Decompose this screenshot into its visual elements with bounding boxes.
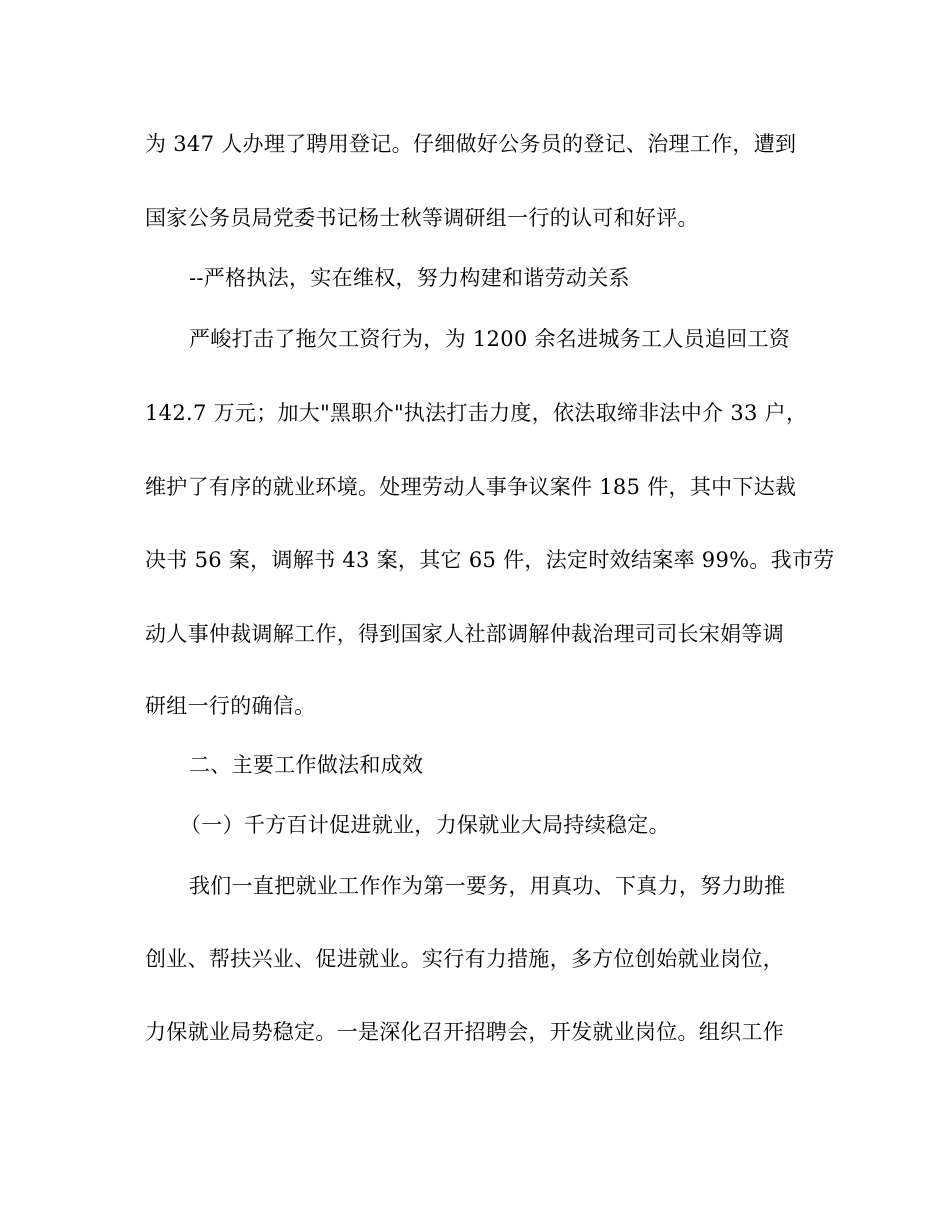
paragraph-first-line: 我们一直把就业工作作为第一要务，用真功、下真力，努力助推 (189, 874, 786, 898)
section-subheading: --严格执法，实在维权，努力构建和谐劳动关系 (189, 266, 630, 290)
body-text-line: 142.7 万元；加大"黑职介"执法打击力度，依法取缔非法中介 33 户， (145, 401, 808, 425)
paragraph-first-line: 严峻打击了拖欠工资行为，为 1200 余名进城务工人员追回工资 (189, 327, 791, 351)
body-text-line: 动人事仲裁调解工作，得到国家人社部调解仲裁治理司司长宋娟等调 (145, 622, 784, 646)
section-heading: 二、主要工作做法和成效 (189, 753, 424, 777)
body-text-line: 创业、帮扶兴业、促进就业。实行有力措施，多方位创始就业岗位， (145, 947, 784, 971)
body-text-line: 国家公务员局党委书记杨士秋等调研组一行的认可和好评。 (145, 206, 699, 230)
subsection-heading: （一）千方百计促进就业，力保就业大局持续稳定。 (180, 813, 670, 837)
body-text-line: 决书 56 案，调解书 43 案，其它 65 件，法定时效结案率 99%。我市劳 (145, 548, 835, 572)
body-text-line: 为 347 人办理了聘用登记。仔细做好公务员的登记、治理工作，遭到 (145, 132, 797, 156)
body-text-line: 力保就业局势稳定。一是深化召开招聘会，开发就业岗位。组织工作 (145, 1020, 784, 1044)
body-text-line: 研组一行的确信。 (145, 694, 316, 718)
body-text-line: 维护了有序的就业环境。处理劳动人事争议案件 185 件，其中下达裁 (145, 475, 797, 499)
